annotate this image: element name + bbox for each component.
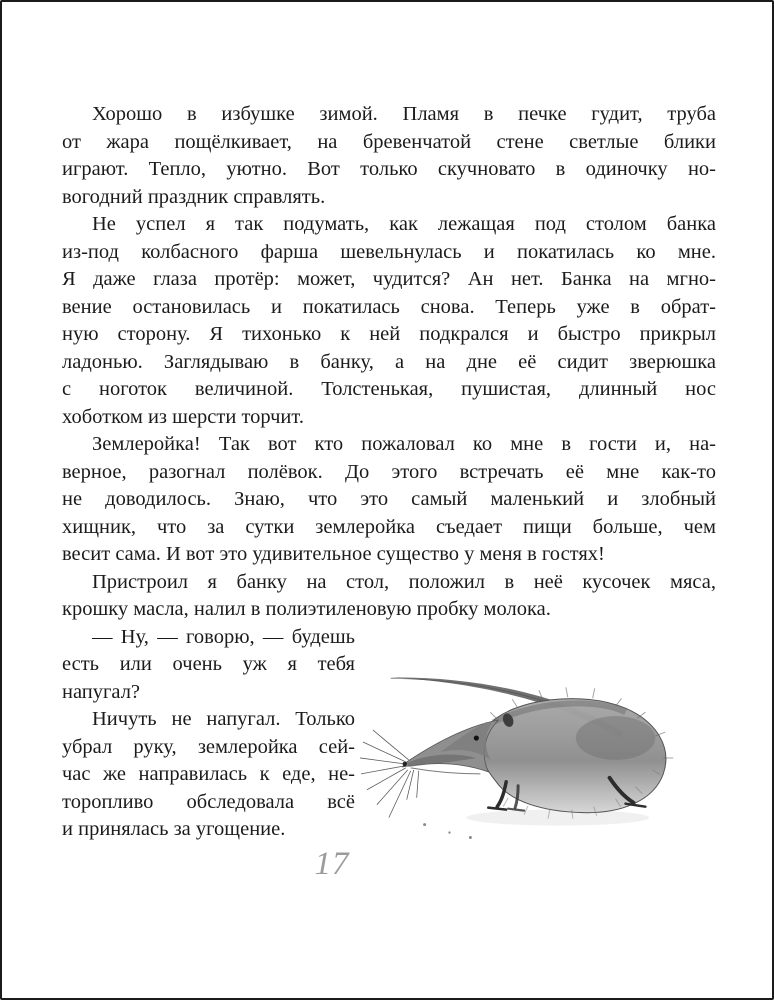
text-line: есть или очень уж я тебя напугал?: [62, 653, 355, 703]
paragraph: [62, 101, 716, 211]
shrew-shadow: [466, 809, 649, 825]
shrew-eye: [474, 735, 479, 740]
paragraph: [62, 624, 355, 707]
text-line: Хорошо в избушке зимой. Пламя в печке гудит, труба: [92, 103, 716, 125]
text-line: с ноготок величиной. Толстенькая, пушистая, длинный нос: [62, 378, 716, 400]
text-line: не доводилось. Знаю, что это самый маленький и злобный: [62, 488, 716, 510]
paragraph: [62, 431, 716, 569]
text-line: вение остановилась и покатилась снова. Теперь уже в обрат-: [62, 295, 716, 318]
text-line: играют. Тепло, уютно. Вот только скучновато в одиночку но-: [62, 158, 716, 180]
text-line: хищник, что за сутки землеройка съедает пищи больше, чем: [62, 515, 716, 538]
text-line: — Ну, — говорю, — будешь: [92, 625, 355, 648]
shrew-illustration: [359, 650, 717, 845]
text-line: верное, разогнал полёвок. До этого встречать её мне как-то: [62, 460, 716, 483]
paragraph: [62, 569, 716, 624]
text-line: от жара пощёлкивает, на бревенчатой стене светлые блики: [62, 130, 716, 153]
text-line: Землеройка! Так вот кто пожаловал ко мне в гости и, на-: [92, 433, 716, 455]
text-line: торопливо обследовала всё: [62, 790, 355, 813]
paragraph: [62, 211, 716, 431]
text-line: Я даже глаза протёр: может, чудится? Ан нет. Банка на мгно-: [62, 268, 716, 290]
text-line: Не успел я так подумать, как лежащая под столом банка: [92, 213, 716, 235]
shrew-body: [479, 687, 673, 818]
text-line: час же направилась к еде, не-: [62, 763, 355, 785]
text-line: и принялась за угощение.: [62, 818, 286, 840]
text-line: хоботком из шерсти торчит.: [62, 405, 304, 428]
narrow-paragraphs: [62, 624, 355, 844]
text-block: [62, 101, 716, 845]
text-line: из-под колбасного фарша шевельнулась и покатилась ко мне.: [62, 240, 716, 263]
text-line: ладонью. Заглядываю в банку, а на дне её сидит зверюшка: [62, 350, 716, 373]
text-line: крошку масла, налил в полиэтиленовую пробку молока.: [62, 598, 551, 620]
paragraph: [62, 706, 355, 844]
bottom-row: [62, 624, 716, 845]
text-line: вогодний праздник справлять.: [62, 185, 326, 208]
crumb-dots: [423, 823, 472, 839]
shrew-whiskers: [360, 730, 419, 818]
text-line: ную сторону. Я тихонько к ней подкрался и быстро прикрыл: [62, 323, 716, 345]
illustration-area: [355, 624, 717, 845]
text-line: весит сама. И вот это удивительное существо у меня в гостях!: [62, 543, 605, 565]
text-line: убрал руку, землеройка сей-: [62, 735, 355, 758]
main-paragraphs: [62, 101, 716, 624]
text-line: Пристроил я банку на стол, положил в неё кусочек мяса,: [92, 570, 716, 593]
text-line: Ничуть не напугал. Только: [92, 708, 355, 730]
page-number: 17: [314, 846, 350, 882]
